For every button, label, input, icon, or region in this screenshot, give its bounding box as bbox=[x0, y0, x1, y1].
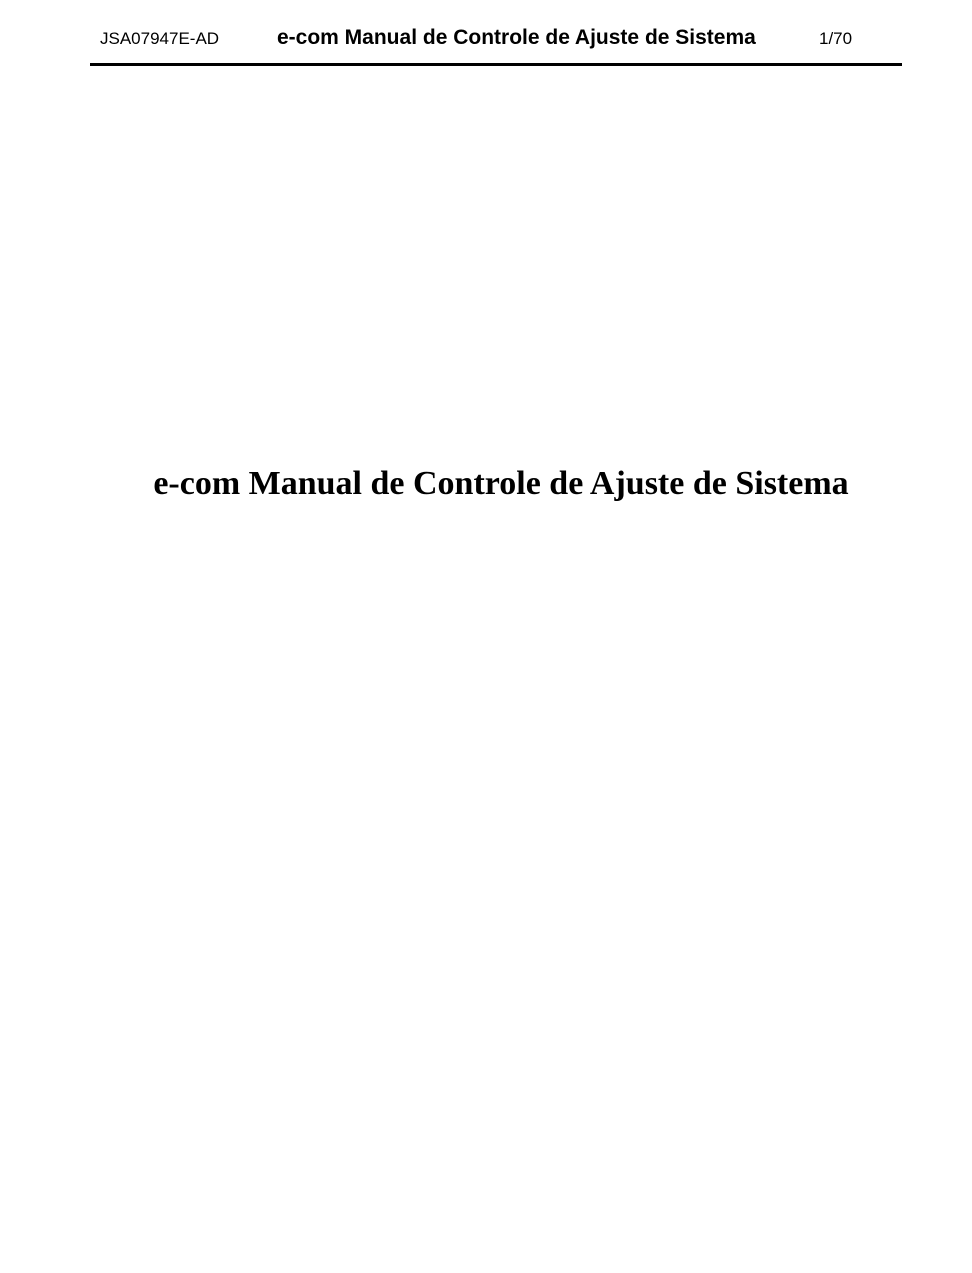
document-code: JSA07947E-AD bbox=[100, 29, 220, 48]
page-header bbox=[90, 0, 902, 66]
cover-title: e-com Manual de Controle de Ajuste de Sistema bbox=[153, 465, 849, 502]
page-number: 1/70 bbox=[819, 29, 853, 48]
header-title: e-com Manual de Controle de Ajuste de Sistema bbox=[277, 26, 756, 49]
